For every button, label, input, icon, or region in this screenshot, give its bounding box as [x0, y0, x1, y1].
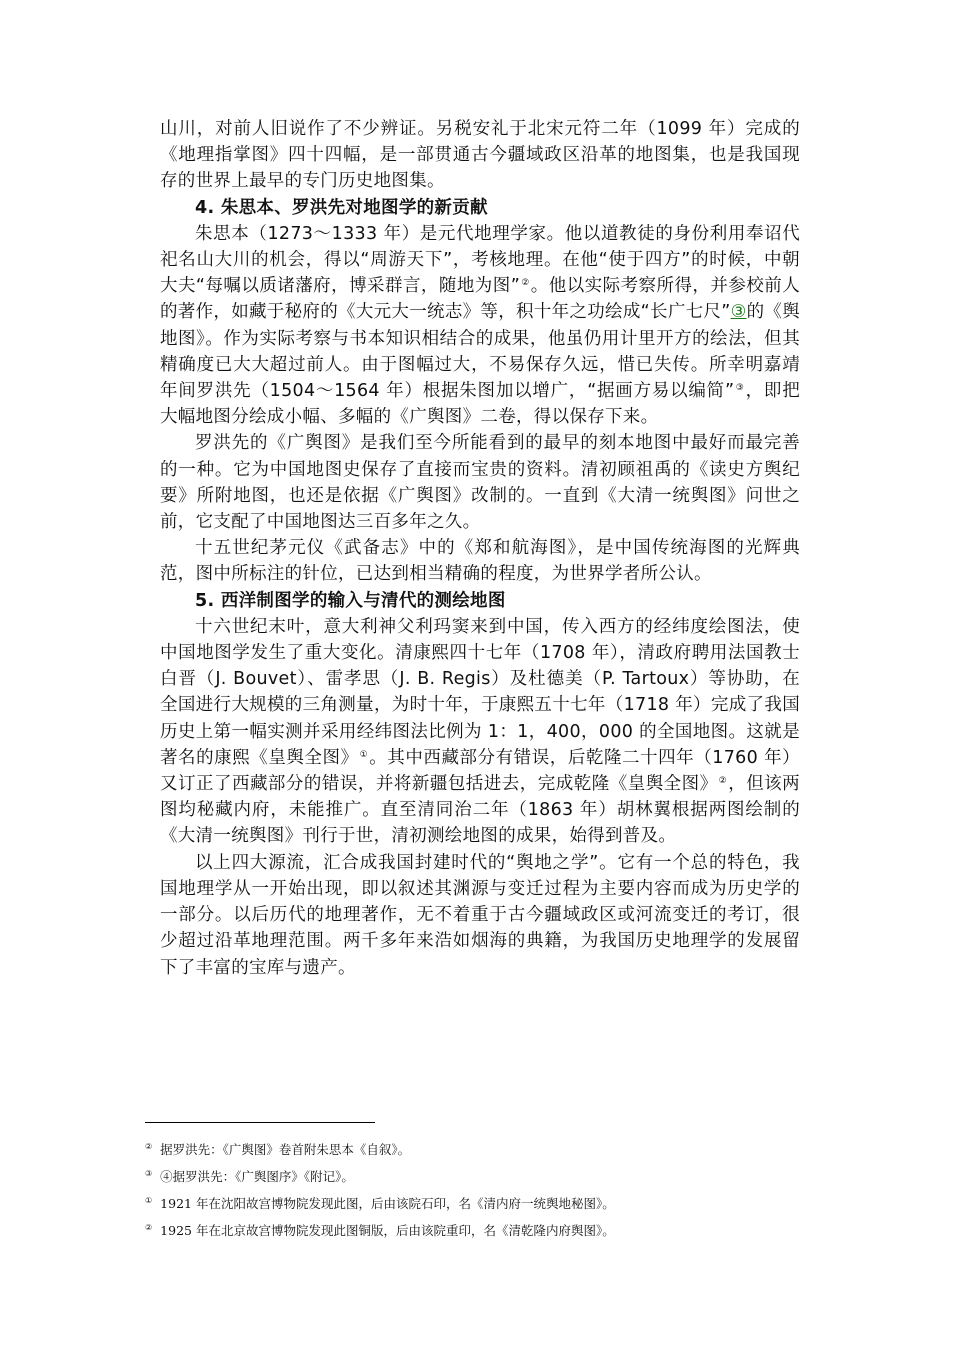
footnote-mark: ② [145, 1142, 153, 1151]
section-heading-4: 4. 朱思本、罗洪先对地图学的新贡献 [195, 197, 488, 218]
footnote-ref[interactable]: ③ [735, 383, 745, 394]
footnote-text: 1925 年在北京故宫博物院发现此图铜版，后由该院重印，名《清乾隆内府舆图》。 [160, 1223, 615, 1238]
footnote [145, 1217, 825, 1244]
footnote-text: 据罗洪先：《广舆图》卷首附朱思本《自叙》。 [160, 1142, 411, 1157]
paragraph-luo-hongxian: 罗洪先的《广舆图》是我们至今所能看到的最早的刻本地图中最好而最完善的一种。它为中国地图史保存了直接而宝贵的资料。清初顾祖禹的《读史方舆纪要》所附地图，也还是依据《广舆图》改制的。一直到《大清一统舆图》问世之前，它支配了中国地图达三百多年之久。 [160, 433, 800, 533]
footnote-ref[interactable]: ① [359, 749, 369, 760]
body-text [160, 116, 800, 981]
paragraph-intro: 山川，对前人旧说作了不少辨证。另税安礼于北宋元符二年（1099 年）完成的《地理指掌图》四十四幅，是一部贯通古今疆域政区沿革的地图集，也是我国现存的世界上最早的专门历史地图集。 [160, 119, 800, 192]
text-run: 十六世纪末叶，意大利神父利玛窦来到中国，传入西方的经纬度绘图法，使中国地图学发生了重大变化。清康熙四十七年（1708 年），清政府聘用法国教士白晋（J. Bouvet）、雷孝思（J. B. Regis）及杜德美（P. Tartoux）等协助，在全国进行大规模的三角测量，为时十年，于康熙五十七年（1718 年）完成了我国历史上第一幅实测并采用经纬图法比例为 1：1，400，000 的全国地图。这就是著名的康熙《皇舆全图》 [160, 616, 800, 768]
footnote [145, 1136, 825, 1163]
text-run: 。他以实际考察所得，并参校前人的著作，如藏于秘府的《大元大一统志》等，积十年之功绘成“长广七尺” [160, 276, 800, 323]
footnote [145, 1190, 825, 1217]
paragraph-zheng-he: 十五世纪茅元仪《武备志》中的《郑和航海图》，是中国传统海图的光辉典范，图中所标注的针位，已达到相当精确的程度，为世界学者所公认。 [160, 538, 800, 585]
text-run: 的《舆地图》。作为实际考察与书本知识相结合的成果，他虽仍用计里开方的绘法，但其精确度已大大超过前人。由于图幅过大，不易保存久远，惜已失传。所幸明嘉靖年间罗洪先（1504～1564 年）根据朱图加以增广，“据画方易以编简” [160, 302, 800, 402]
footnote-text: ④据罗洪先：《广舆图序》《附记》。 [160, 1169, 354, 1184]
footnote-divider [145, 1122, 375, 1123]
footnote-ref[interactable]: ② [521, 278, 530, 289]
footnote-text: 1921 年在沈阳故宫博物院发现此图，后由该院石印，名《清内府一统舆地秘图》。 [160, 1196, 615, 1211]
footnote-link[interactable]: ③ [730, 302, 747, 323]
paragraph-zhu-siben [160, 221, 800, 431]
text-run: 。其中西藏部分有错误，后乾隆二十四年（1760 年）又订正了西藏部分的错误，并将新疆包括进去，完成乾隆《皇舆全图》 [160, 747, 800, 795]
footnote [145, 1163, 825, 1190]
text-run: ，即把大幅地图分绘成小幅、多幅的《广舆图》二卷，得以保存下来。 [160, 381, 801, 428]
footnote-mark: ② [145, 1223, 153, 1232]
text-run: 朱思本（1273～1333 年）是元代地理学家。他以道教徒的身份利用奉诏代祀名山大川的机会，得以“周游天下”，考核地理。在他“使于四方”的时候，中朝大夫“每嘱以质诸藩府，博采群言，随地为图” [160, 223, 800, 297]
paragraph-western-cartography [160, 614, 800, 850]
section-heading-5: 5. 西洋制图学的输入与清代的测绘地图 [195, 590, 506, 611]
paragraph-conclusion: 以上四大源流，汇合成我国封建时代的“舆地之学”。它有一个总的特色，我国地理学从一开始出现，即以叙述其渊源与变迁过程为主要内容而成为历史学的一部分。以后历代的地理著作，无不着重于古今疆域政区或河流变迁的考订，很少超过沿革地理范围。两千多年来浩如烟海的典籍，为我国历史地理学的发展留下了丰富的宝库与遗产。 [160, 852, 800, 978]
footnote-mark: ① [145, 1196, 153, 1205]
footnote-ref[interactable]: ② [718, 776, 728, 787]
footnote-mark: ③ [145, 1169, 153, 1178]
text-run: ，但该两图均秘藏内府，未能推广。直至清同治二年（1863 年）胡林翼根据两图绘制的《大清一统舆图》刊行于世，清初测绘地图的成果，始得到普及。 [160, 774, 800, 847]
footnotes [145, 1136, 825, 1244]
